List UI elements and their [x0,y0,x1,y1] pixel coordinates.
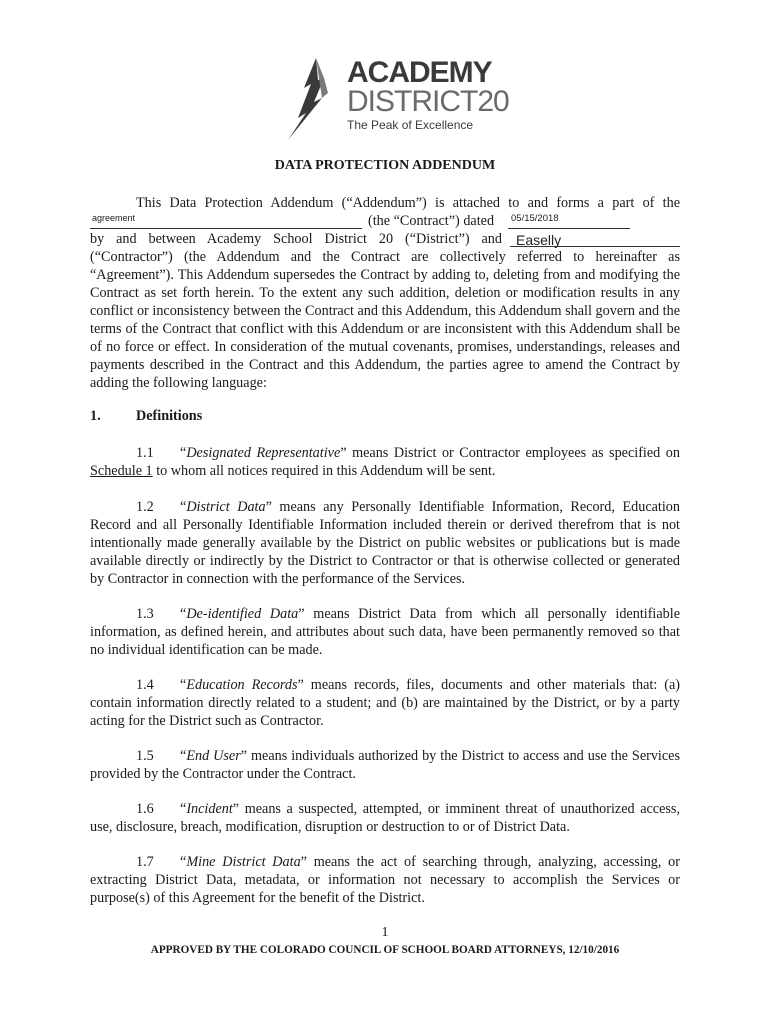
definition-body: ” means any Personally Identifiable Information, Record, Education Record and all Personally Identifiable Information included therein or derived therefrom that is not intentionally made generally available by the District on public websites or publications but is made available directly or indirectly by the District to Contractor or that is otherwise collected or generated by Contractor in connection with the performance of the Services. [90,499,680,587]
definition-body: ” means the act of searching through, analyzing, accessing, or extracting District Data, metadata, or information not necessary to accomplish the Services or purpose(s) of this Agreement for the benefit of the District. [90,854,680,906]
page-number: 1 [381,925,389,940]
intro-line-3: by and between Academy School District 20 (“District”) and [90,231,502,247]
logo-text-district: DISTRICT20 [347,85,509,118]
definition-1-4: 1.4 “Education Records” means records, files, documents and other materials that: (a) contain information directly related to a student; and (b) are maintained by the District, or by a party acting for the District such as Contractor. [90,677,680,729]
intro-line-1: This Data Protection Addendum (“Addendum”) is attached to and forms a part of the [136,195,680,211]
definition-1-7: 1.7 “Mine District Data” means the act of searching through, analyzing, accessing, or extracting District Data, metadata, or information not necessary to accomplish the Services or purpose(s) of this Agreement for the benefit of the District. [90,854,680,906]
definition-term: Designated Representative [186,445,341,461]
section-title: Definitions [136,408,203,424]
definition-term: Incident [186,801,233,817]
definition-1-6: 1.6 “Incident” means a suspected, attempted, or imminent threat of unauthorized access, use, disclosure, breach, modification, disruption or destruction to or of District Data. [90,801,680,835]
definition-1-5: 1.5 “End User” means individuals authorized by the District to access and use the Services provided by the Contractor under the Contract. [90,748,680,782]
definition-body: ” means a suspected, attempted, or imminent threat of unauthorized access, use, disclosure, breach, modification, disruption or destruction to or of District Data. [90,801,680,835]
definition-term: De-identified Data [186,606,299,622]
definition-body: ” means records, files, documents and other materials that: (a) contain information directly related to a student; and (b) are maintained by the District, or by a party acting for the District such as Contractor. [90,677,680,729]
mountain-peak-icon [278,58,340,140]
definition-1-3: 1.3 “De-identified Data” means District Data from which all personally identifiable information, as defined herein, and attributes about such data, have been permanently removed so that no individual identification can be made. [90,606,681,658]
logo-tagline: The Peak of Excellence [347,118,474,132]
definition-body: ” means individuals authorized by the District to access and use the Services provided by the Contractor under the Contract. [90,748,680,782]
definition-body: ” means District or Contractor employees as specified on [340,445,680,461]
approval-footer: APPROVED BY THE COLORADO COUNCIL OF SCHOOL BOARD ATTORNEYS, 12/10/2016 [150,944,620,956]
section-number: 1. [90,408,101,424]
contractor-name-field[interactable]: Easelly [516,232,562,248]
contract-date-field[interactable]: 05/15/2018 [511,213,559,224]
definition-number: 1.3 [136,606,154,622]
document-title: DATA PROTECTION ADDENDUM [274,158,496,173]
definition-number: 1.5 [136,748,154,764]
academy-district-20-logo [278,50,508,140]
definition-body: ” means District Data from which all personally identifiable information, as defined herein, and attributes about such data, have been permanently removed so that no individual identification can be made. [90,606,681,658]
definition-term: Mine District Data [186,854,301,870]
definition-body-end: to whom all notices required in this Addendum will be sent. [152,463,496,479]
date-field-underline [508,228,630,229]
logo-text-academy: ACADEMY [347,56,492,89]
definition-number: 1.6 [136,801,154,817]
definition-term: End User [186,748,241,764]
definition-1-2: 1.2 “District Data” means any Personally Identifiable Information, Record, Education Record and all Personally Identifiable Information included therein or derived therefrom that is not intentionally made generally available by the District on public websites or publications but is made available directly or indirectly by the District to Contractor or that is otherwise collected or generated by Contractor in connection with the performance of the Services. [90,499,680,587]
definition-number: 1.7 [136,854,154,870]
definition-term: District Data [186,499,266,515]
definition-number: 1.4 [136,677,154,693]
contract-field-underline [90,228,362,229]
definition-number: 1.2 [136,499,154,515]
contract-name-field[interactable]: agreement [92,213,136,223]
schedule-1-link: Schedule 1 [90,463,153,479]
intro-paragraph: (“Contractor”) (the Addendum and the Contract are collectively referred to hereinafter as “Agreement”). This Addendum supersedes the Contract by adding to, deleting from and modifying the Contract as set forth herein. To the extent any such addition, deletion or modification results in any conflict or inconsistency between the Contract and this Addendum, this Addendum shall govern and the terms of the Contract that conflict with this Addendum or are inconsistent with this Addendum shall be of no force or effect. In consideration of the mutual covenants, promises, understandings, releases and payments described in the Contract and this Addendum, the parties agree to amend the Contract by adding the following language: [90,249,680,391]
definition-1-1: 1.1 “Designated Representative” means District or Contractor employees as specified on Schedule 1 to whom all notices required in this Addendum will be sent. [90,445,680,479]
definition-term: Education Records [186,677,298,693]
contract-dated-text: (the “Contract”) dated [368,213,495,229]
definition-number: 1.1 [136,445,154,461]
